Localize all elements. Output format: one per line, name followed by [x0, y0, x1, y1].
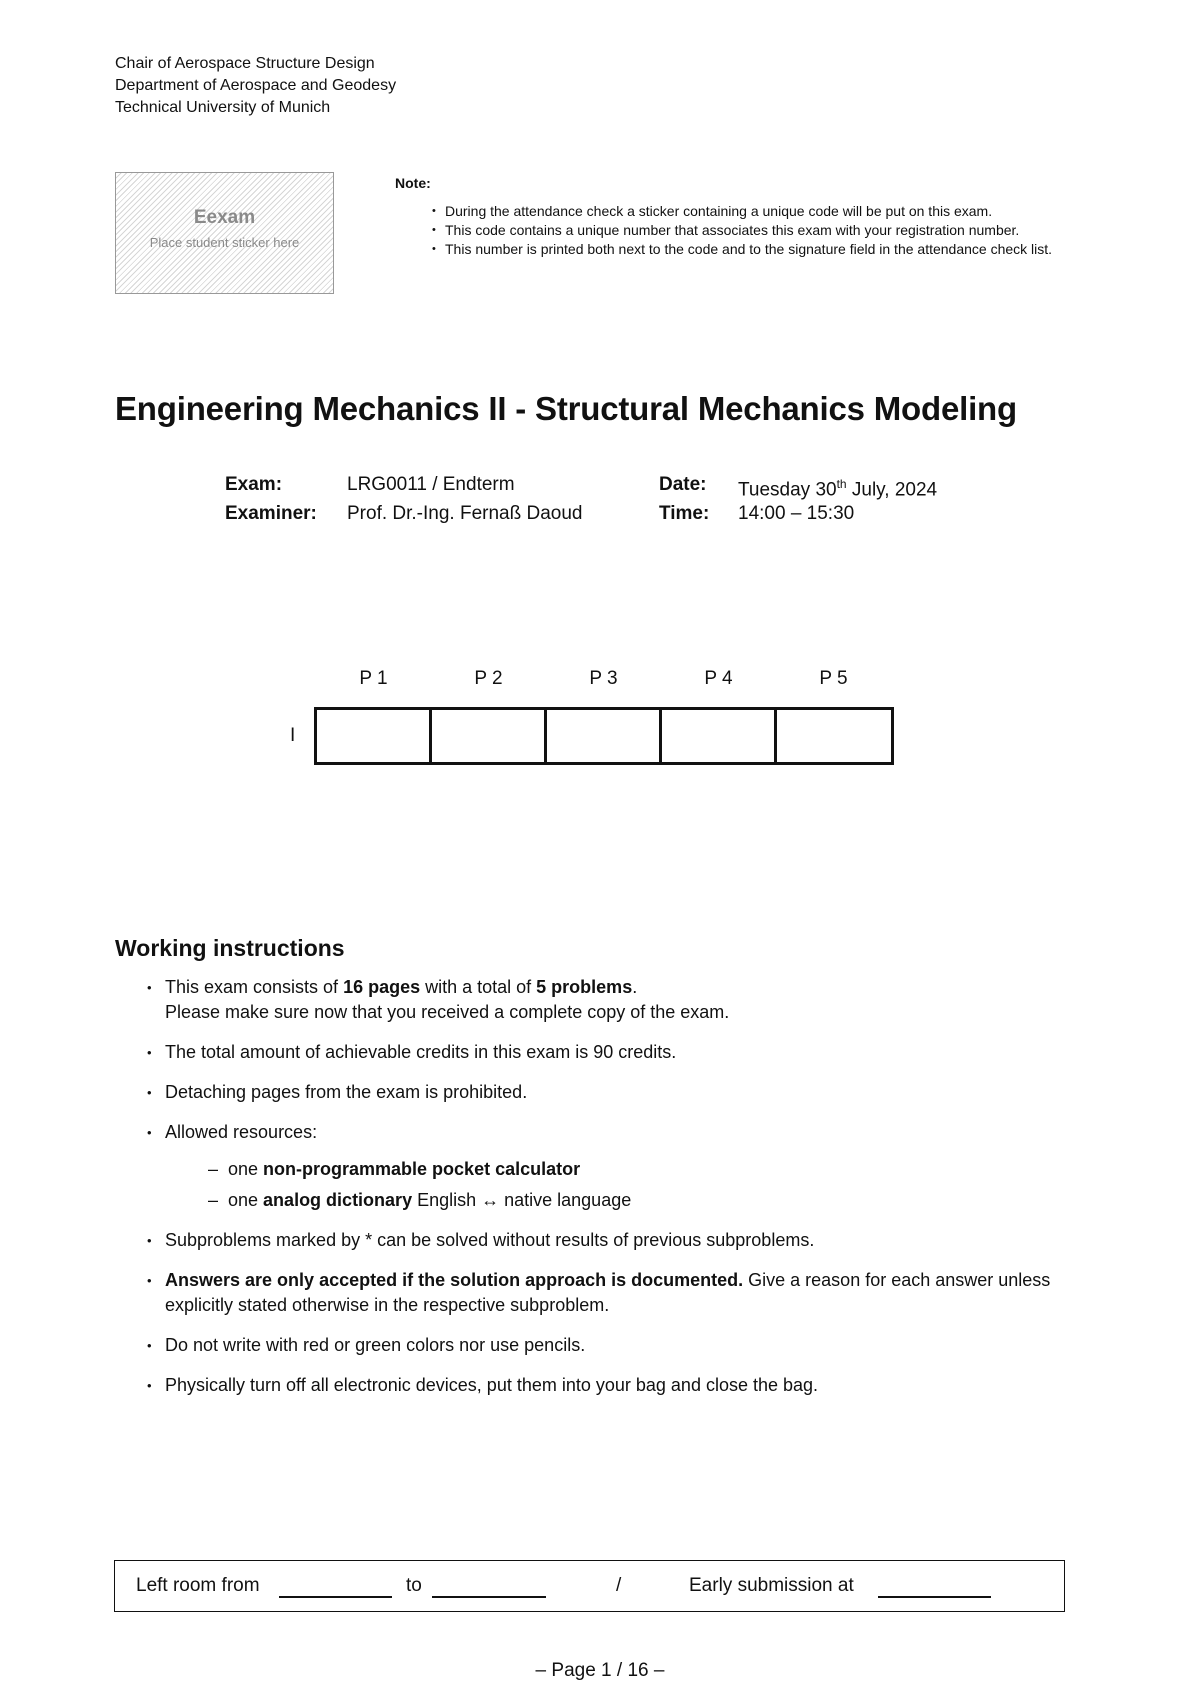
instruction-item: • This exam consists of 16 pages with a total of 5 problems. Please make sure now that you received a complete copy of the exam.: [145, 975, 1065, 1025]
instruction-item: • Subproblems marked by * can be solved without results of previous subproblems.: [145, 1228, 1065, 1253]
attendance-note: [395, 174, 1070, 259]
score-header-p3: P 3: [589, 668, 618, 689]
instruction-item: • Do not write with red or green colors nor use pencils.: [145, 1333, 1065, 1358]
examiner-value: Prof. Dr.-Ing. Fernaß Daoud: [347, 503, 583, 524]
instruction-item: • Detaching pages from the exam is prohibited.: [145, 1080, 1065, 1105]
chair-name: Chair of Aerospace Structure Design: [115, 55, 375, 72]
exam-label: Exam:: [225, 474, 283, 495]
date-value: Tuesday 30th July, 2024: [738, 477, 938, 501]
sticker-subtitle: Place student sticker here: [149, 235, 300, 250]
score-box-p1[interactable]: [314, 707, 432, 765]
university-name: Technical University of Munich: [115, 99, 331, 116]
to-label: to: [406, 1575, 422, 1596]
instruction-item: • Allowed resources: – one non-programmable pocket calculator – one analog dictionary English ↔ native language: [145, 1120, 1065, 1213]
student-sticker-area: [115, 172, 334, 294]
note-item: • This code contains a unique number that associates this exam with your registration number.: [445, 221, 1070, 239]
early-submission-field[interactable]: [878, 1596, 991, 1598]
time-label: Time:: [659, 503, 710, 524]
resource-item: – one analog dictionary English ↔ native language: [208, 1190, 632, 1210]
resource-item: – one non-programmable pocket calculator: [208, 1159, 581, 1179]
examiner-label: Examiner:: [225, 503, 317, 524]
note-list: [395, 202, 1070, 258]
score-header-p1: P 1: [359, 668, 388, 689]
date-label: Date:: [659, 474, 707, 495]
score-box-p5[interactable]: [774, 707, 894, 765]
score-box-p2[interactable]: [429, 707, 547, 765]
instructions-list: [145, 975, 1065, 1413]
early-submission-label: Early submission at: [689, 1575, 854, 1596]
score-box-p3[interactable]: [544, 707, 662, 765]
score-header-p5: P 5: [819, 668, 848, 689]
left-room-to-field[interactable]: [432, 1596, 546, 1598]
exam-value: LRG0011 / Endterm: [347, 474, 515, 495]
note-item: • During the attendance check a sticker containing a unique code will be put on this exam.: [445, 202, 1070, 220]
score-header-p2: P 2: [474, 668, 503, 689]
submission-box: [114, 1560, 1065, 1612]
exam-title: Engineering Mechanics II - Structural Mechanics Modeling: [115, 390, 1017, 427]
score-box-p4[interactable]: [659, 707, 777, 765]
separator-slash: /: [616, 1575, 622, 1596]
department-name: Department of Aerospace and Geodesy: [115, 77, 397, 94]
instructions-heading: Working instructions: [115, 935, 345, 961]
instruction-item: • The total amount of achievable credits in this exam is 90 credits.: [145, 1040, 1065, 1065]
institution-header: [115, 53, 396, 119]
page-number: – Page 1 / 16 –: [535, 1660, 665, 1681]
left-room-from-field[interactable]: [279, 1596, 392, 1598]
sticker-title: Eexam: [193, 207, 256, 228]
time-value: 14:00 – 15:30: [738, 503, 855, 524]
score-row-label: I: [290, 725, 296, 746]
instruction-item: • Physically turn off all electronic devices, put them into your bag and close the bag.: [145, 1373, 1065, 1398]
instruction-item: • Answers are only accepted if the solution approach is documented. Give a reason for each answer unless explicitly stated otherwise in the respective subproblem.: [145, 1268, 1065, 1318]
left-room-label: Left room from: [136, 1575, 260, 1596]
score-header-p4: P 4: [704, 668, 733, 689]
note-item: • This number is printed both next to the code and to the signature field in the attendance check list.: [445, 240, 1070, 258]
note-heading: Note:: [395, 175, 431, 191]
